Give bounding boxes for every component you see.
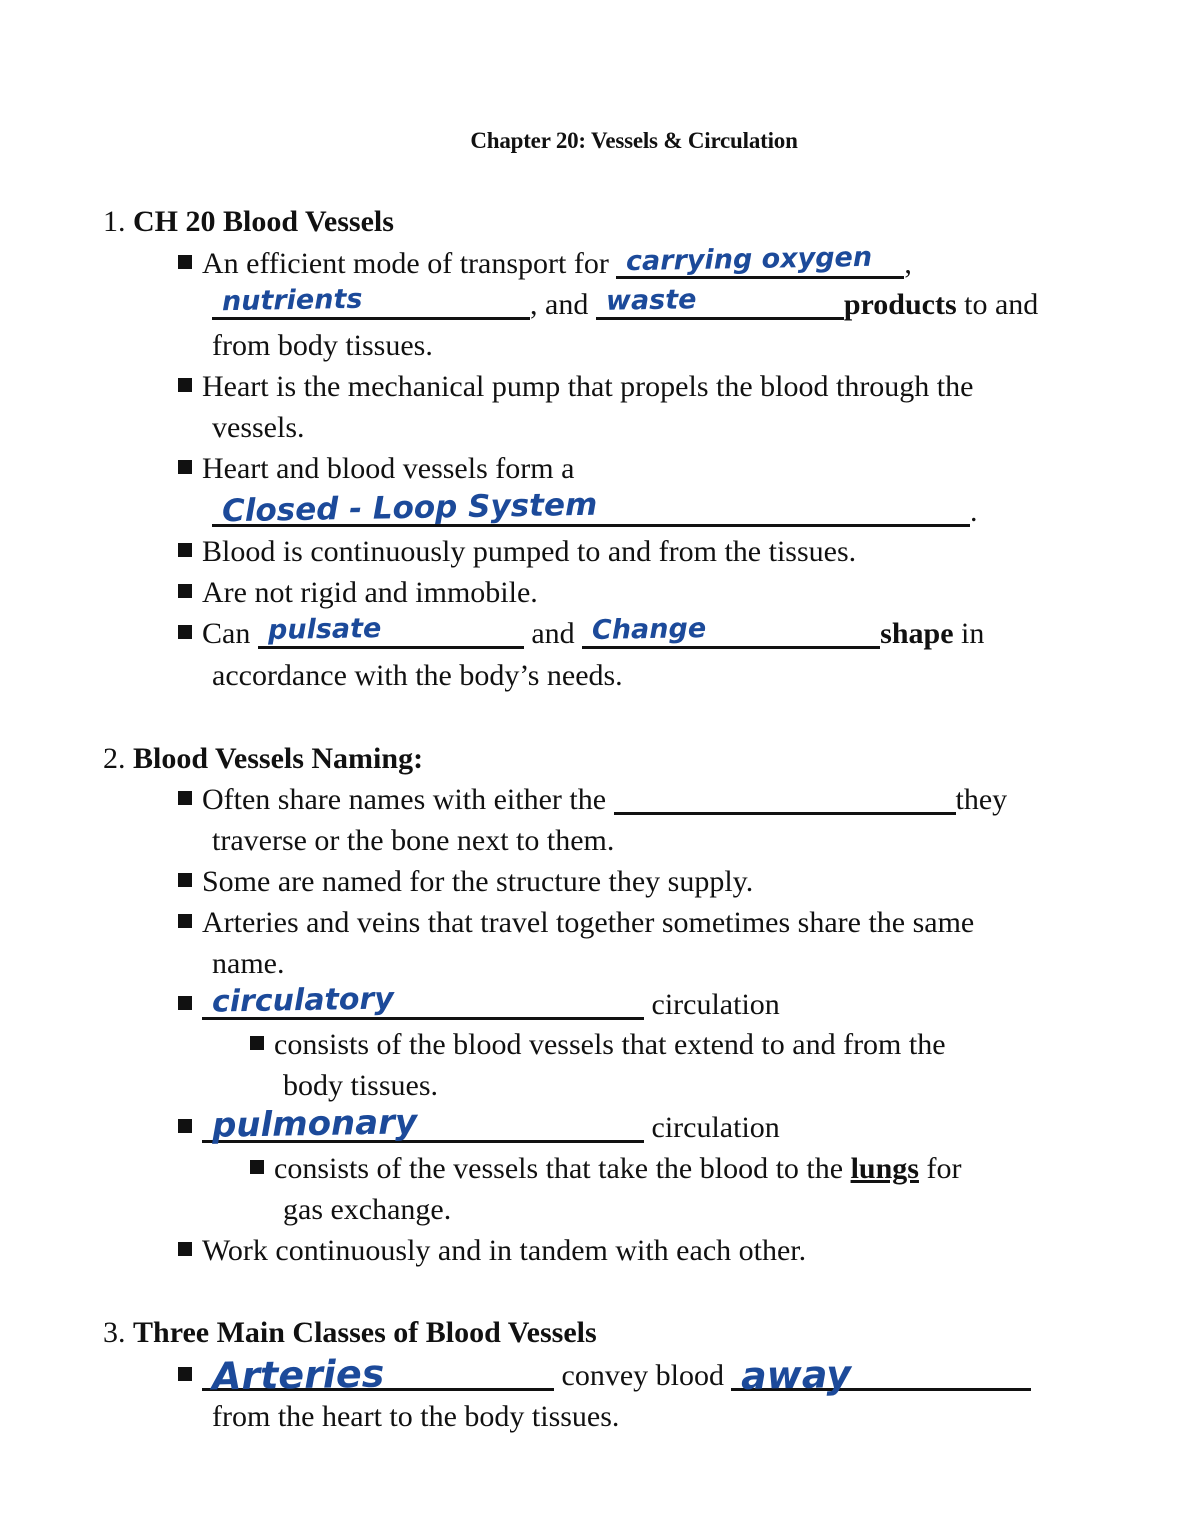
list-item-continuation: vessels. <box>212 411 305 444</box>
sub-list-item: consists of the blood vessels that extend to and from the <box>250 1025 946 1065</box>
section-title: Blood Vessels Naming: <box>133 742 424 775</box>
handwritten-answer: pulsate <box>267 613 382 646</box>
handwritten-answer: circulatory <box>211 981 395 1020</box>
section-number: 3. <box>103 1316 126 1349</box>
fill-in-blank[interactable] <box>212 486 970 530</box>
sub-list-item: consists of the vessels that take the blood to the lungs for <box>250 1149 961 1189</box>
square-bullet-icon <box>178 996 192 1010</box>
fill-in-blank[interactable] <box>212 285 530 320</box>
list-item-continuation: traverse or the bone next to them. <box>212 824 615 857</box>
list-item-continuation: Closed - Loop System . <box>212 492 978 532</box>
section-2-heading <box>103 739 423 779</box>
section-3-heading <box>103 1313 597 1353</box>
list-item: An efficient mode of transport for carrying oxygen , <box>178 244 912 284</box>
list-item: pulmonary circulation <box>178 1108 780 1148</box>
handwritten-answer: Closed - Loop System <box>221 486 598 530</box>
list-item: Are not rigid and immobile. <box>178 573 538 613</box>
fill-in-blank[interactable] <box>202 981 644 1020</box>
section-number: 2. <box>103 742 126 775</box>
section-title: Three Main Classes of Blood Vessels <box>133 1316 597 1349</box>
handwritten-answer: carrying oxygen <box>626 241 873 278</box>
square-bullet-icon <box>178 914 192 928</box>
handwritten-answer: waste <box>605 284 697 317</box>
handwritten-answer: pulmonary <box>211 1102 418 1146</box>
list-item-continuation: from body tissues. <box>212 329 433 362</box>
fill-in-blank[interactable] <box>202 1102 644 1146</box>
list-item: Work continuously and in tandem with each other. <box>178 1231 806 1271</box>
list-item-continuation: from the heart to the body tissues. <box>212 1400 620 1433</box>
fill-in-blank[interactable] <box>258 614 524 649</box>
sub-list-item-continuation: body tissues. <box>283 1069 439 1102</box>
square-bullet-icon <box>178 625 192 639</box>
list-item: Can pulsate and Change shape in <box>178 614 984 654</box>
square-bullet-icon <box>178 1367 192 1381</box>
square-bullet-icon <box>250 1160 264 1174</box>
page-title: Chapter 20: Vessels & Circulation <box>470 128 798 153</box>
list-item-continuation: nutrients , and waste products to and <box>212 285 1038 325</box>
list-item: Heart and blood vessels form a <box>178 449 574 489</box>
handwritten-answer: Change <box>591 613 707 646</box>
square-bullet-icon <box>178 255 192 269</box>
handwritten-answer: nutrients <box>221 283 363 318</box>
list-item-continuation: name. <box>212 947 285 980</box>
fill-in-blank[interactable] <box>582 614 880 649</box>
fill-in-blank[interactable] <box>596 285 844 320</box>
fill-in-blank[interactable] <box>731 1352 1031 1398</box>
section-title: CH 20 Blood Vessels <box>133 205 394 238</box>
square-bullet-icon <box>178 378 192 392</box>
fill-in-blank[interactable] <box>614 780 956 815</box>
list-item: circulatory circulation <box>178 985 780 1025</box>
square-bullet-icon <box>178 460 192 474</box>
square-bullet-icon <box>178 791 192 805</box>
list-item: Arteries and veins that travel together sometimes share the same <box>178 903 974 943</box>
list-item: Heart is the mechanical pump that propels the blood through the <box>178 367 973 407</box>
list-item: Some are named for the structure they supply. <box>178 862 753 902</box>
list-item: Blood is continuously pumped to and from the tissues. <box>178 532 856 572</box>
section-1-heading <box>103 202 394 242</box>
fill-in-blank[interactable] <box>616 241 904 279</box>
square-bullet-icon <box>250 1036 264 1050</box>
sub-list-item-continuation: gas exchange. <box>283 1193 452 1226</box>
square-bullet-icon <box>178 584 192 598</box>
section-number: 1. <box>103 205 126 238</box>
list-item-continuation: accordance with the body’s needs. <box>212 659 623 692</box>
list-item: Often share names with either the they <box>178 780 1007 820</box>
square-bullet-icon <box>178 1242 192 1256</box>
handwritten-answer: Arteries <box>211 1351 385 1399</box>
square-bullet-icon <box>178 543 192 557</box>
list-item: Arteries convey blood away <box>178 1356 1031 1396</box>
square-bullet-icon <box>178 1119 192 1133</box>
square-bullet-icon <box>178 873 192 887</box>
handwritten-answer: away <box>741 1352 852 1398</box>
